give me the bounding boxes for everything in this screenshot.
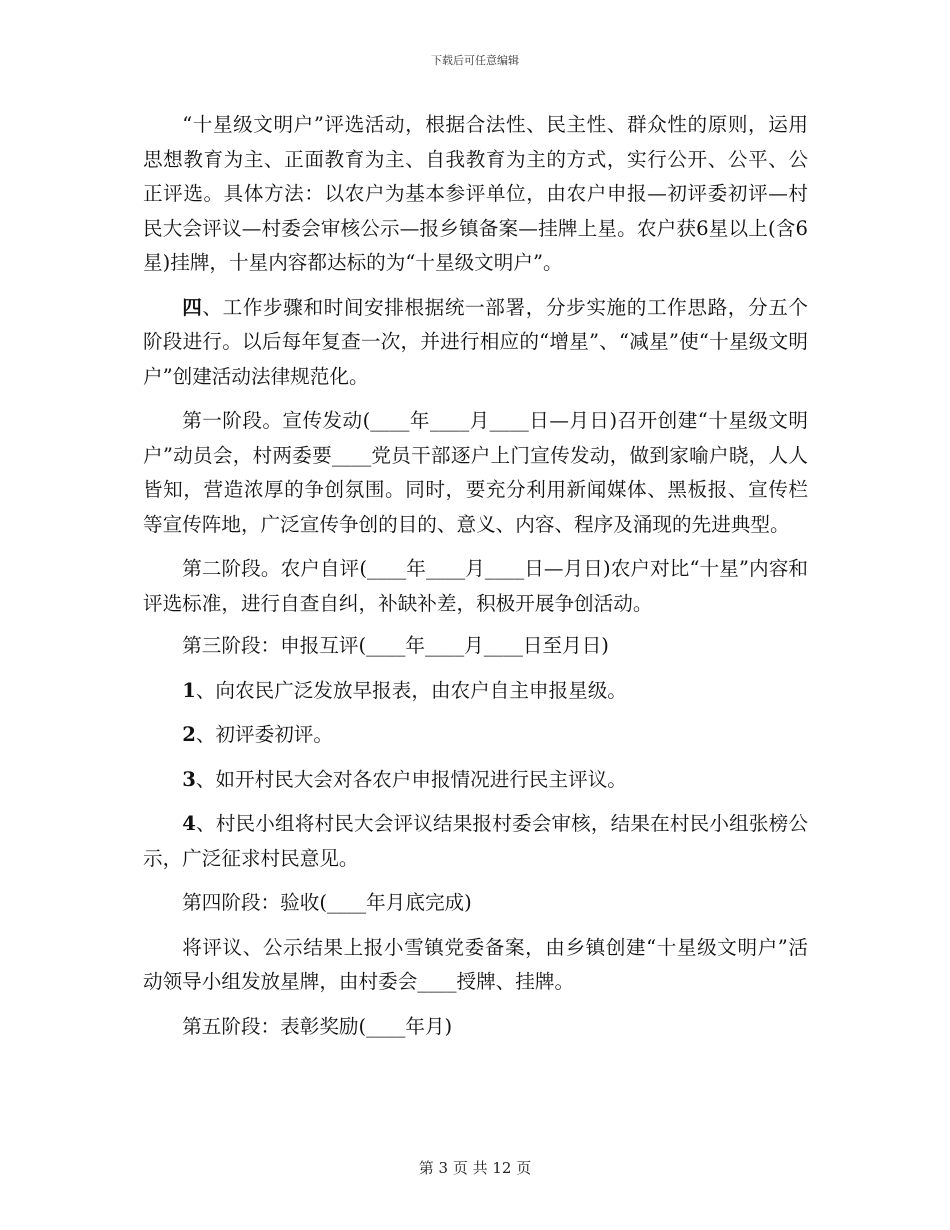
list-number: 4 bbox=[182, 812, 196, 835]
list-number: 2 bbox=[182, 723, 196, 746]
paragraph-stage-four-detail: 将评议、公示结果上报小雪镇党委备案，由乡镇创建“十星级文明户”活动领导小组发放星牌，由村委会____授牌、挂牌。 bbox=[143, 935, 808, 993]
list-number: 3 bbox=[182, 767, 196, 791]
list-number: 1 bbox=[182, 678, 196, 702]
paragraph-stage-one: 第一阶段。宣传发动(____年____月____日—月日)召开创建“十星级文明户”动员会，村两委要____党员干部逐户上门宣传发动，做到家喻户晓，人人皆知，营造浓厚的争创氛围。同时，要充分利用新闻媒体、黑板报、宣传栏等宣传阵地，广泛宣传争创的目的、意义、内容、程序及涌现的先进典型。 bbox=[143, 409, 808, 536]
list-item-3: 3、如开村民大会对各农户申报情况进行民主评议。 bbox=[182, 767, 627, 791]
paragraph-stage-five: 第五阶段：表彰奖励(____年月) bbox=[182, 1014, 453, 1038]
document-body bbox=[143, 108, 808, 1054]
paragraph-selection-method: “十星级文明户”评选活动，根据合法性、民主性、群众性的原则，运用思想教育为主、正面教育为主、自我教育为主的方式，实行公开、公平、公正评选。具体方法：以农户为基本参评单位，由农户申报—初评委初评—村民大会评议—村委会审核公示—报乡镇备案—挂牌上星。农户获6星以上(含6星)挂牌，十星内容都达标的为“十星级文明户”。 bbox=[143, 113, 808, 274]
page-header: 下载后可任意编辑 bbox=[431, 54, 519, 67]
paragraph-stage-four: 第四阶段：验收(____年月底完成) bbox=[182, 891, 472, 914]
page-number: 第 3 页 共 12 页 bbox=[418, 1159, 532, 1177]
paragraph-stage-three: 第三阶段：申报互评(____年____月____日至月日) bbox=[182, 634, 609, 657]
list-item-4: 4、村民小组将村民大会评议结果报村委会审核，结果在村民小组张榜公示，广泛征求村民意见。 bbox=[143, 812, 808, 870]
list-item-1: 1、向农民广泛发放早报表，由农户自主申报星级。 bbox=[182, 678, 627, 702]
paragraph-stage-two: 第二阶段。农户自评(____年____月____日—月日)农户对比“十星”内容和评选标准，进行自查自纠，补缺补差，积极开展争创活动。 bbox=[143, 557, 808, 615]
paragraph-section-four: 四、工作步骤和时间安排根据统一部署，分步实施的工作思路，分五个阶段进行。以后每年复查一次，并进行相应的“增星”、“减星”使“十星级文明户”创建活动法律规范化。 bbox=[143, 295, 809, 388]
section-number: 四 bbox=[182, 295, 203, 319]
list-item-2: 2、初评委初评。 bbox=[182, 723, 333, 746]
